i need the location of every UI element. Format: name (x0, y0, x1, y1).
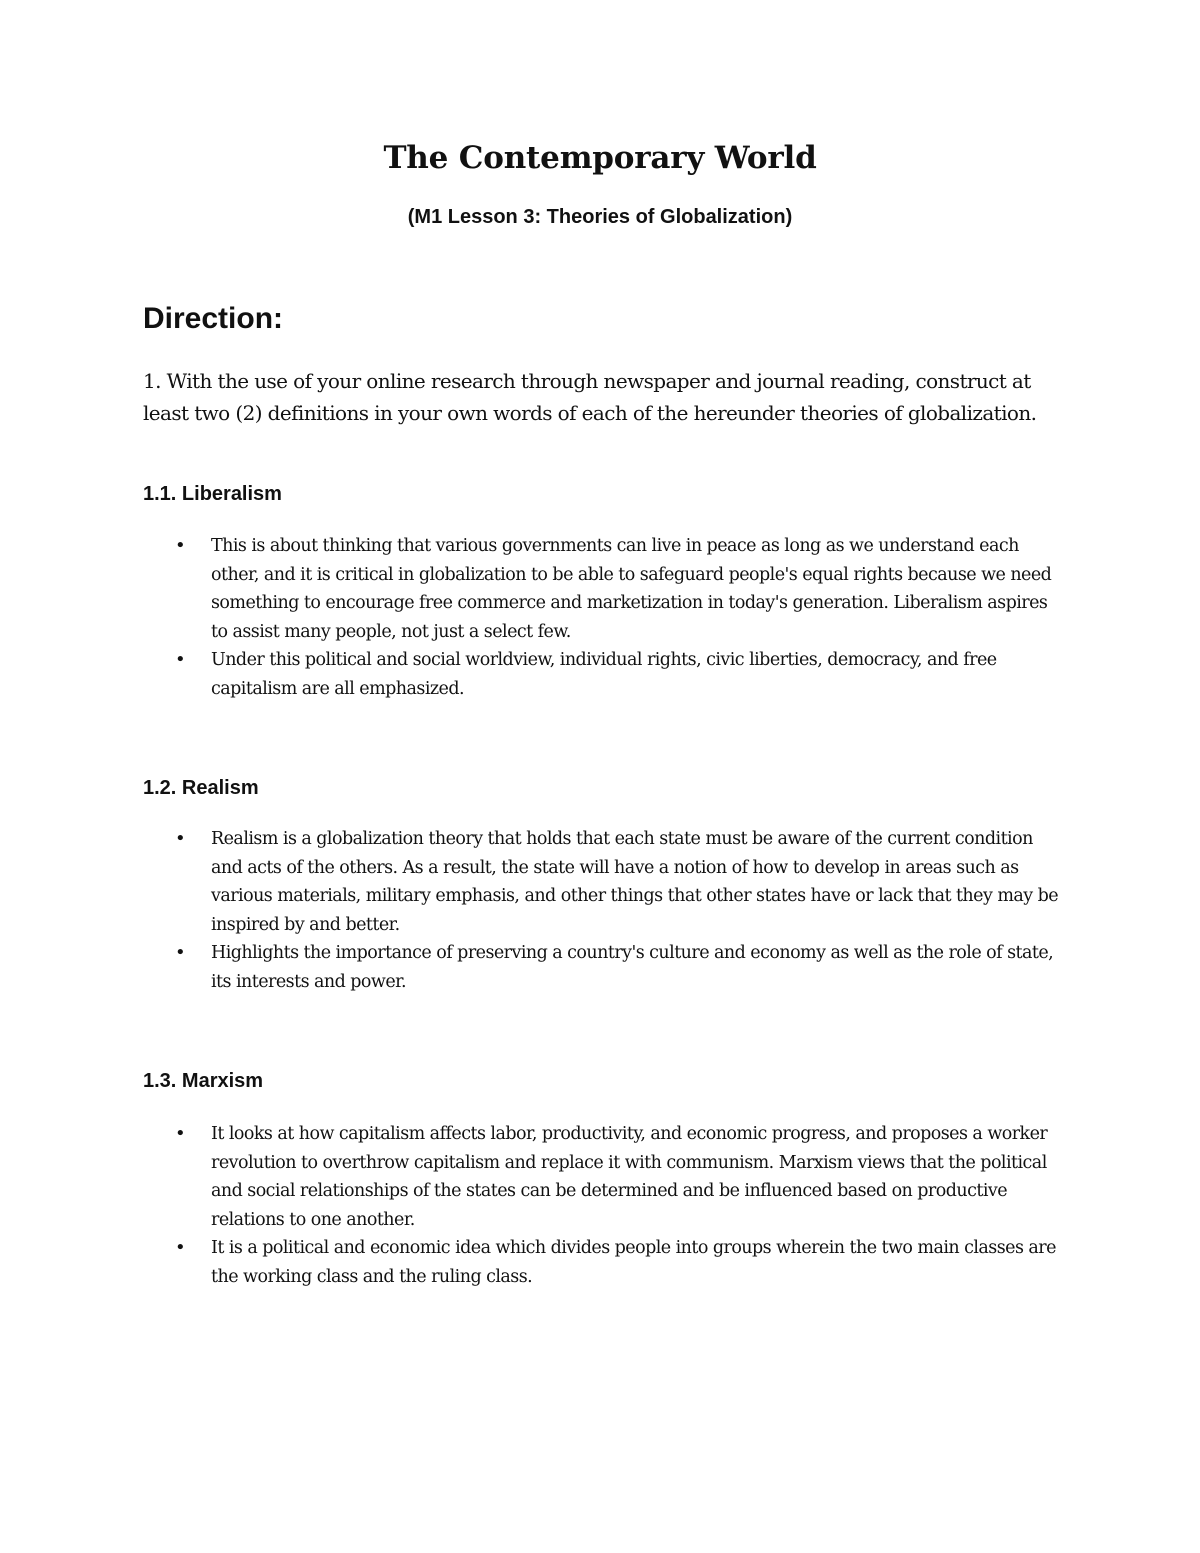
section-heading-liberalism: 1.1. Liberalism (143, 483, 282, 505)
direction-heading: Direction: (143, 302, 284, 335)
bullet-list-marxism (175, 1120, 1065, 1291)
document-title: The Contemporary World (383, 140, 817, 176)
list-item: • This is about thinking that various governments can live in peace as long as we understand each other, and it is critical in globalization to be able to safeguard people's equal rights because we need something to encourage free commerce and marketization in today's generation. Liberalism aspires to assist many people, not just a select few. (175, 532, 1065, 646)
instruction-text: 1. With the use of your online research through newspaper and journal reading, construct at least two (2) definitions in your own words of each of the hereunder theories of globalization. (143, 369, 1037, 425)
section-heading-realism: 1.2. Realism (143, 777, 259, 799)
list-item: • Realism is a globalization theory that holds that each state must be aware of the current condition and acts of the others. As a result, the state will have a notion of how to develop in areas such as various materials, military emphasis, and other things that other states have or lack that they may be inspired by and better. (175, 825, 1065, 939)
section-heading-marxism: 1.3. Marxism (143, 1070, 264, 1092)
list-item: • It is a political and economic idea which divides people into groups wherein the two main classes are the working class and the ruling class. (175, 1234, 1065, 1291)
document-subtitle: (M1 Lesson 3: Theories of Globalization) (407, 206, 793, 228)
list-item: • Highlights the importance of preserving a country's culture and economy as well as the role of state, its interests and power. (175, 939, 1065, 996)
bullet-list-realism (175, 825, 1065, 996)
list-item: • It looks at how capitalism affects labor, productivity, and economic progress, and proposes a worker revolution to overthrow capitalism and replace it with communism. Marxism views that the political and social relationships of the states can be determined and be influenced based on productive relations to one another. (175, 1120, 1065, 1234)
bullet-list-liberalism (175, 532, 1065, 703)
list-item: • Under this political and social worldview, individual rights, civic liberties, democracy, and free capitalism are all emphasized. (175, 646, 1065, 703)
